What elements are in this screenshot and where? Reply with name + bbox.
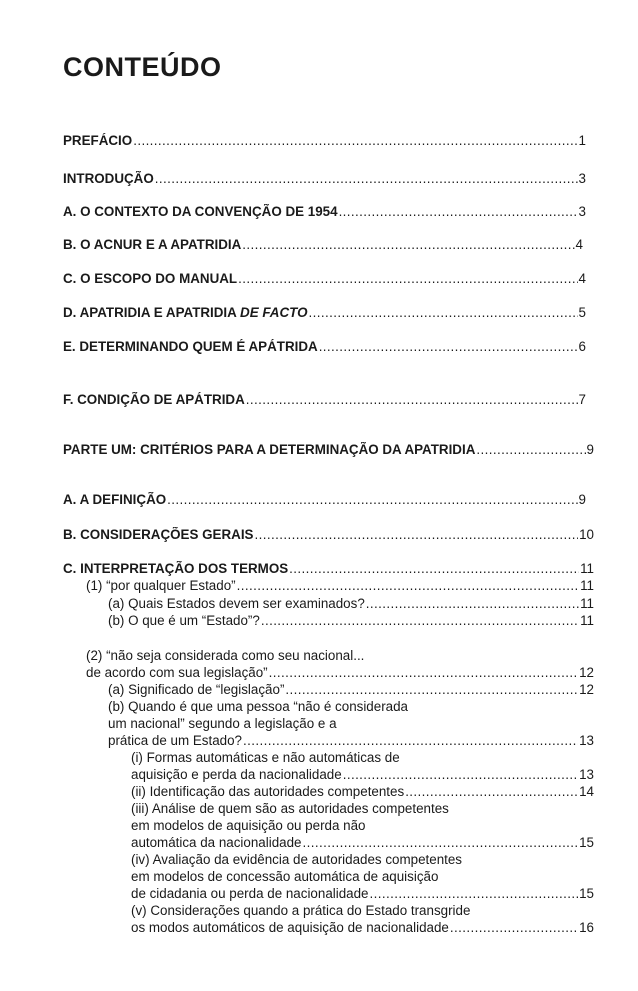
toc-entry-b-quando-1[interactable]: (b) Quando é que uma pessoa “não é considerada [108,699,409,714]
toc-entry-prefacio[interactable] [63,133,586,148]
toc-entry-e-determinando[interactable] [63,339,586,354]
toc-entry-c-escopo[interactable] [63,271,586,286]
toc-dot-leader [155,171,578,186]
toc-entry-label: (a) Quais Estados devem ser examinados? [108,596,365,611]
toc-dot-leader [309,305,578,320]
toc-entry-label: aquisição e perda da nacionalidade [131,767,342,782]
toc-entry-label-italic: DE FACTO [240,305,308,320]
toc-entry-label: automática da nacionalidade [131,835,302,850]
toc-entry-2-nao-considerada[interactable]: (2) “não seja considerada como seu nacional... [86,648,365,663]
toc-entry-label: C. INTERPRETAÇÃO DOS TERMOS [63,561,289,576]
toc-entry-a-contexto[interactable] [63,204,586,219]
toc-page-number: 13 [579,767,594,782]
toc-dot-leader [366,596,579,611]
toc-page-number: 12 [579,665,594,680]
toc-dot-leader [343,767,578,782]
toc-entry-label: PARTE UM: CRITÉRIOS PARA A DETERMINAÇÃO DA APATRIDIA [63,442,476,457]
toc-dot-leader [450,920,578,935]
toc-page-number: 13 [579,733,594,748]
toc-entry-iii-analise-1[interactable]: (iii) Análise de quem são as autoridades competentes [131,801,449,816]
toc-dot-leader [167,492,577,507]
toc-entry-label: INTRODUÇÃO [63,171,154,186]
toc-page-number: 16 [579,920,594,935]
toc-entry-parte-um[interactable] [63,442,594,457]
toc-dot-leader [269,665,578,680]
toc-page-number: 4 [575,237,583,252]
toc-entry-iii-analise-2[interactable]: em modelos de aquisição ou perda não [131,818,366,833]
toc-page-number: 5 [578,305,586,320]
toc-dot-leader [254,527,578,542]
toc-entry-i-formas-2[interactable] [131,767,594,782]
toc-dot-leader [133,133,577,148]
toc-entry-label: B. O ACNUR E A APATRIDIA [63,237,242,252]
toc-dot-leader [302,835,578,850]
toc-entry-label: prática de um Estado? [108,733,242,748]
toc-page-number: 11 [580,561,594,576]
toc-page-number: 7 [578,392,586,407]
toc-entry-label: PREFÁCIO [63,133,133,148]
toc-entry-a-definicao[interactable] [63,492,586,507]
toc-page-number: 3 [578,204,586,219]
toc-entry-label: os modos automáticos de aquisição de nacionalidade [131,920,449,935]
toc-entry-iv-avaliacao-1[interactable]: (iv) Avaliação da evidência de autoridades competentes [131,852,463,867]
toc-entry-label: A. O CONTEXTO DA CONVENÇÃO DE 1954 [63,204,338,219]
toc-dot-leader [370,886,579,901]
toc-entry-2-legislacao[interactable] [86,665,594,680]
toc-entry-b-quando-3[interactable] [108,733,594,748]
toc-entry-label: (a) Significado de “legislação” [108,682,285,697]
toc-entry-iv-avaliacao-3[interactable] [131,886,594,901]
toc-page-number: 1 [578,133,586,148]
toc-entry-f-condicao[interactable] [63,392,586,407]
toc-entry-b-quando-2[interactable]: um nacional” segundo a legislação e a [108,716,337,731]
toc-dot-leader [243,733,578,748]
toc-entry-label: A. A DEFINIÇÃO [63,492,167,507]
toc-entry-v-consideracoes-2[interactable] [131,920,594,935]
toc-entry-label: F. CONDIÇÃO DE APÁTRIDA [63,392,245,407]
toc-dot-leader [285,682,578,697]
toc-entry-1-qualquer-estado[interactable] [86,578,594,593]
toc-page-number: 12 [579,682,594,697]
toc-entry-b-o-que-e-estado[interactable] [108,613,594,628]
toc-dot-leader [246,392,578,407]
toc-page-number: 10 [579,527,594,542]
toc-dot-leader [242,237,574,252]
toc-dot-leader [339,204,578,219]
toc-dot-leader [261,613,579,628]
toc-page-number: 4 [578,271,586,286]
toc-entry-iii-analise-3[interactable] [131,835,594,850]
page-title: CONTEÚDO [63,52,222,82]
toc-entry-a-significado[interactable] [108,682,594,697]
toc-entry-label: C. O ESCOPO DO MANUAL [63,271,238,286]
toc-page-number: 15 [579,886,594,901]
toc-page-number: 11 [580,613,594,628]
toc-dot-leader [405,784,578,799]
toc-entry-v-consideracoes-1[interactable]: (v) Considerações quando a prática do Estado transgride [131,903,471,918]
toc-entry-label: (1) “por qualquer Estado” [86,578,236,593]
toc-entry-label: (b) O que é um “Estado”? [108,613,260,628]
toc-entry-ii-identificacao[interactable] [131,784,594,799]
toc-page-number: 11 [580,596,594,611]
toc-entry-c-interpretacao[interactable] [63,561,594,576]
toc-entry-label: de acordo com sua legislação” [86,665,268,680]
toc-page-number: 9 [578,492,586,507]
toc-entry-label [63,305,308,320]
toc-entry-label: E. DETERMINANDO QUEM É APÁTRIDA [63,339,318,354]
toc-entry-label: de cidadania ou perda de nacionalidade [131,886,369,901]
toc-entry-label: B. CONSIDERAÇÕES GERAIS [63,527,254,542]
toc-dot-leader [319,339,578,354]
toc-entry-b-consideracoes[interactable] [63,527,594,542]
toc-entry-b-acnur[interactable] [63,237,583,252]
toc-entry-label: (ii) Identificação das autoridades competentes [131,784,405,799]
toc-dot-leader [238,271,577,286]
toc-dot-leader [289,561,579,576]
toc-entry-i-formas-1[interactable]: (i) Formas automáticas e não automáticas de [131,750,400,765]
toc-dot-leader [476,442,585,457]
toc-page-number: 3 [578,171,586,186]
toc-page-number: 15 [579,835,594,850]
toc-page-number: 6 [578,339,586,354]
toc-entry-a-quais-estados[interactable] [108,596,594,611]
toc-dot-leader [237,578,579,593]
toc-entry-label-text: D. APATRIDIA E APATRIDIA [63,305,241,320]
toc-page-number: 11 [580,578,594,593]
toc-entry-d-apatridia[interactable] [63,305,586,320]
toc-entry-introducao[interactable] [63,171,586,186]
toc-page-number: 14 [579,784,594,799]
toc-entry-iv-avaliacao-2[interactable]: em modelos de concessão automática de aquisição [131,869,439,884]
toc-page-number: 9 [586,442,594,457]
